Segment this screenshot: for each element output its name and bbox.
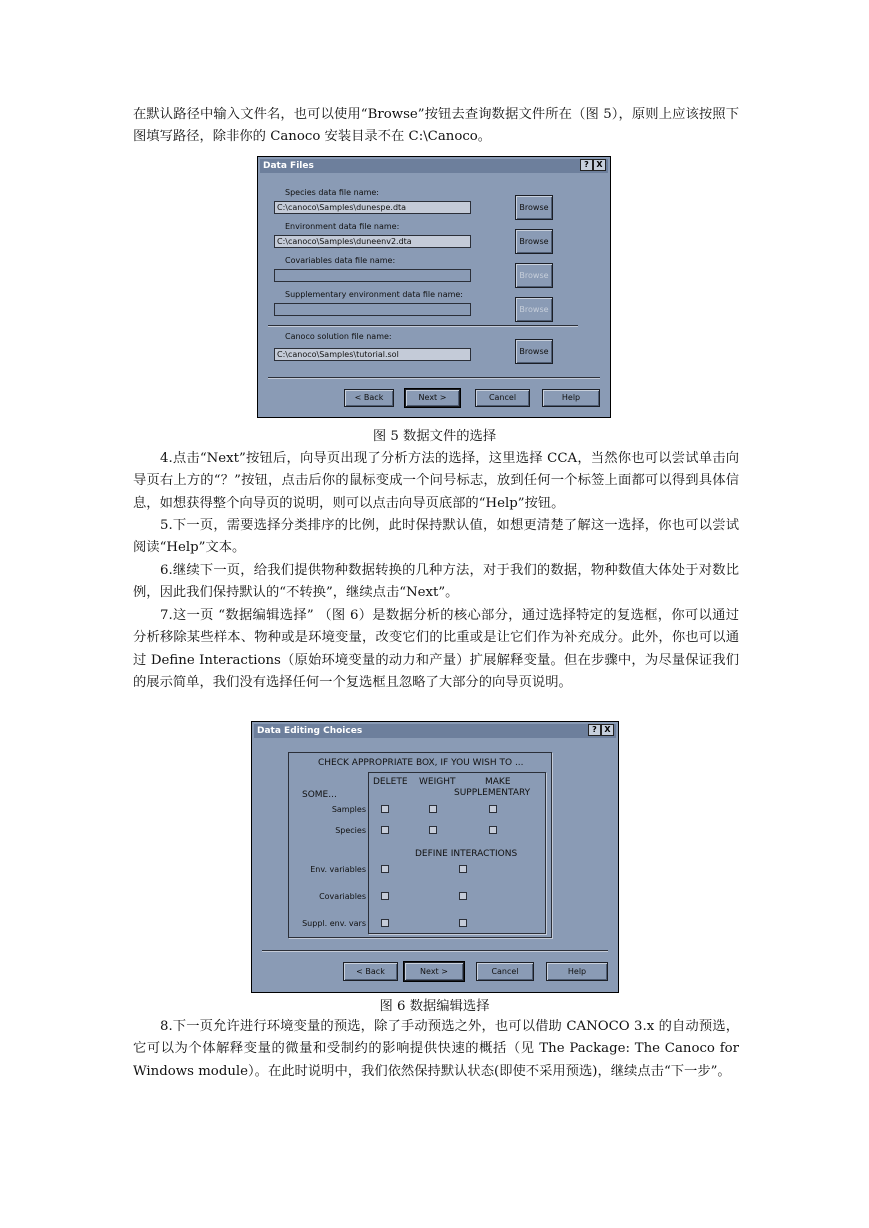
supplementary-file-field[interactable] — [274, 303, 471, 316]
weight-column-header: WEIGHT — [419, 777, 456, 787]
help-button[interactable]: Help — [542, 389, 600, 407]
solution-file-label: Canoco solution file name: — [285, 332, 392, 341]
environment-file-field[interactable]: C:\canoco\Samples\duneenv2.dta — [274, 235, 471, 248]
some-label: SOME... — [302, 790, 337, 800]
samples-weight-checkbox[interactable] — [429, 805, 437, 813]
bottom-separator-line — [262, 950, 608, 952]
data-files-dialog — [257, 156, 611, 418]
covariables-delete-checkbox[interactable] — [381, 892, 389, 900]
samples-delete-checkbox[interactable] — [381, 805, 389, 813]
next-button[interactable]: Next > — [405, 389, 460, 407]
species-file-field[interactable]: C:\canoco\Samples\dunespe.dta — [274, 201, 471, 214]
step-4-paragraph: 4.点击“Next”按钮后，向导页出现了分析方法的选择，这里选择 CCA，当然你也可以尝试单击向导页右上方的“？”按钮，点击后你的鼠标变成一个问号标志，放到任何一个标签上面都可以得到具体信息，如想获得整个向导页的说明，则可以点击向导页底部的“Help”按钮。 — [133, 451, 739, 511]
back-button[interactable]: < Back — [344, 389, 394, 407]
step-7-paragraph: 7.这一页 “数据编辑选择” （图 6）是数据分析的核心部分，通过选择特定的复选框，你可以通过分析移除某些样本、物种或是环境变量，改变它们的比重或是让它们作为补充成分。此外，你也可以通过 Define Interactions（原始环境变量的动力和产量）扩展解释变量。但在步骤中，为尽量保证我们的展示简单，我们没有选择任何一个复选框且忽略了大部分的向导页说明。 — [133, 608, 739, 690]
dialog-title-bar — [260, 159, 608, 173]
cancel-button[interactable]: Cancel — [475, 389, 530, 407]
suppl-env-vars-delete-checkbox[interactable] — [381, 919, 389, 927]
species-file-label: Species data file name: — [285, 188, 380, 197]
intro-paragraph: 在默认路径中输入文件名，也可以使用“Browse”按钮去查询数据文件所在（图 5），原则上应该按照下图填写路径，除非你的 Canoco 安装目录不在 C:\Canoco。 — [133, 107, 739, 145]
covariables-file-field[interactable] — [274, 269, 471, 282]
environment-browse-button[interactable]: Browse — [515, 229, 553, 254]
help-button[interactable]: Help — [546, 962, 608, 981]
figure-6-caption: 图 6 数据编辑选择 — [379, 999, 490, 1014]
covariables-file-label: Covariables data file name: — [285, 256, 396, 265]
suppl-env-vars-interactions-checkbox[interactable] — [459, 919, 467, 927]
step-6-paragraph: 6.继续下一页，给我们提供物种数据转换的几种方法，对于我们的数据，物种数值大体处于对数比例，因此我们保持默认的“不转换”，继续点击“Next”。 — [133, 563, 739, 601]
close-icon[interactable]: X — [593, 159, 606, 171]
env-variables-delete-checkbox[interactable] — [381, 865, 389, 873]
species-weight-checkbox[interactable] — [429, 826, 437, 834]
delete-column-header: DELETE — [373, 777, 408, 787]
data-editing-choices-dialog — [251, 721, 619, 993]
species-supplementary-checkbox[interactable] — [489, 826, 497, 834]
back-button[interactable]: < Back — [343, 962, 398, 981]
species-browse-button[interactable]: Browse — [515, 195, 553, 220]
help-question-icon[interactable]: ? — [588, 724, 601, 736]
row-label-species: Species — [335, 826, 366, 835]
close-icon[interactable]: X — [601, 724, 614, 736]
make-column-header: MAKE — [485, 777, 511, 787]
dialog-title: Data Files — [263, 161, 314, 171]
figure-5-caption: 图 5 数据文件的选择 — [372, 429, 497, 444]
next-button[interactable]: Next > — [404, 962, 464, 981]
supplementary-file-label: Supplementary environment data file name: — [285, 290, 464, 299]
supplementary-browse-button[interactable]: Browse — [515, 297, 553, 322]
row-label-covariables: Covariables — [319, 892, 366, 901]
separator-line — [268, 325, 578, 327]
define-interactions-header: DEFINE INTERACTIONS — [415, 849, 518, 859]
row-label-env-variables: Env. variables — [310, 865, 366, 874]
covariables-interactions-checkbox[interactable] — [459, 892, 467, 900]
dialog-title: Data Editing Choices — [257, 726, 363, 736]
dialog-title-bar — [254, 724, 616, 738]
step-8-paragraph: 8.下一页允许进行环境变量的预选，除了手动预选之外，也可以借助 CANOCO 3.x 的自动预选， 它可以为个体解释变量的微量和受制约的影响提供快速的概括（见 The Package: The Canoco for Windows module）。在此时说明中，我们依然保持默认状态(即使不采用预选)，继续点击“下一步”。 — [133, 1019, 739, 1079]
solution-browse-button[interactable]: Browse — [515, 339, 553, 364]
species-delete-checkbox[interactable] — [381, 826, 389, 834]
help-question-icon[interactable]: ? — [580, 159, 593, 171]
samples-supplementary-checkbox[interactable] — [489, 805, 497, 813]
environment-file-label: Environment data file name: — [285, 222, 400, 231]
bottom-separator-line — [268, 377, 600, 379]
supplementary-column-header: SUPPLEMENTARY — [454, 788, 531, 798]
env-variables-interactions-checkbox[interactable] — [459, 865, 467, 873]
row-label-samples: Samples — [331, 805, 366, 814]
covariables-browse-button[interactable]: Browse — [515, 263, 553, 288]
solution-file-field[interactable]: C:\canoco\Samples\tutorial.sol — [274, 348, 471, 361]
step-5-paragraph: 5.下一页，需要选择分类排序的比例，此时保持默认值，如想更清楚了解这一选择，你也可以尝试阅读“Help”文本。 — [133, 518, 739, 556]
row-label-suppl-env-vars: Suppl. env. vars — [302, 919, 366, 928]
check-heading: CHECK APPROPRIATE BOX, IF YOU WISH TO ... — [318, 758, 524, 768]
cancel-button[interactable]: Cancel — [476, 962, 534, 981]
